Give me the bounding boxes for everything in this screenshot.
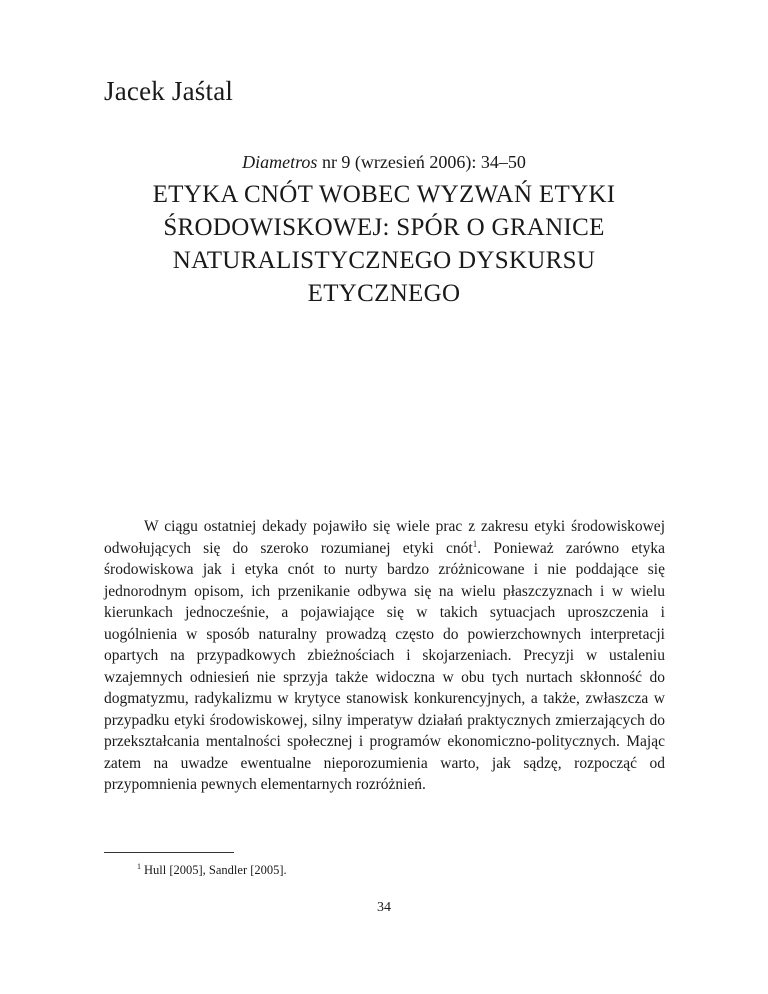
citation-details: nr 9 (wrzesień 2006): 34–50 bbox=[321, 152, 526, 172]
paragraph-text-part2: . Ponieważ zarówno etyka środowiskowa jak i etyka cnót to nurty bardzo zróżnicowane i nie poddające się jednorodnym opisom, ich przenikanie odbywa się na wielu płaszczyznach i w wielu kierunkach jednocześnie, a pojawiające się w takich sytuacjach uproszczenia i uogólnienia w sposób naturalny prowadzą często do powierzchownych interpretacji opartych na przypadkowych zbieżnościach i skojarzeniach. Precyzji w ustaleniu wzajemnych odniesień nie sprzyja także widoczna w obu tych nurtach skłonność do dogmatyzmu, radykalizmu w krytyce stanowisk konkurencyjnych, a także, zwłaszcza w przypadku etyki środowiskowej, silny imperatyw działań praktycznych zmierzających do przekształcania mentalności społecznej i programów ekonomiczno-politycznych. Mając zatem na uwadze ewentualne nieporozumienia warto, jak sądzę, rozpocząć od przypomnienia pewnych elementarnych rozróżnień. bbox=[104, 539, 665, 793]
footnote-text: Hull [2005], Sandler [2005]. bbox=[144, 863, 287, 878]
paragraph-text-part1: W ciągu ostatniej dekady pojawiło się wiele prac z zakresu etyki środowiskowej odwołujących się do szeroko rozumianej etyki cnót bbox=[104, 518, 665, 557]
page-number: 34 bbox=[377, 900, 391, 915]
article-title: ETYKA CNÓT WOBEC WYZWAŃ ETYKI ŚRODOWISKOWEJ: SPÓR O GRANICE NATURALISTYCZNEGO DYSKURSU ETYCZNEGO bbox=[152, 181, 616, 307]
footnote-reference[interactable]: 1 bbox=[472, 538, 478, 549]
footnote-number: 1 bbox=[137, 862, 141, 871]
footnote bbox=[137, 862, 287, 878]
journal-name: Diametros bbox=[242, 152, 318, 172]
body-paragraph bbox=[104, 516, 665, 796]
journal-citation bbox=[0, 152, 768, 173]
footnote-divider bbox=[104, 852, 234, 853]
author-name: Jacek Jaśtal bbox=[104, 76, 234, 106]
